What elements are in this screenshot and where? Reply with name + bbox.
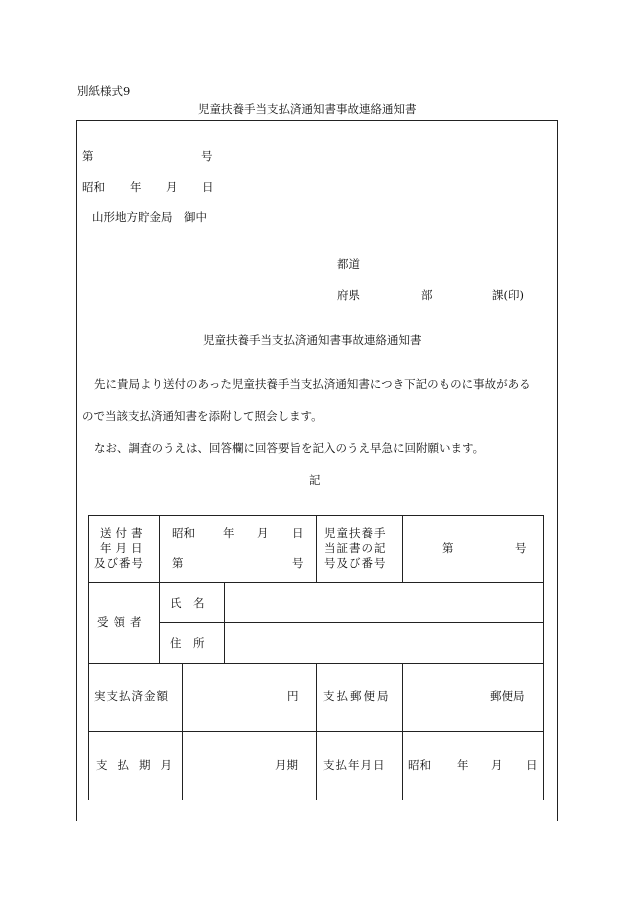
pay-date-day: 日 bbox=[526, 758, 538, 772]
form-id: 別紙様式9 bbox=[77, 84, 131, 98]
amount-label: 実支払済金額 bbox=[94, 689, 169, 703]
table-vline-right bbox=[543, 515, 544, 800]
paragraph-1b: ので当該支払済通知書を添附して照会します。 bbox=[82, 409, 323, 423]
number-suffix: 号 bbox=[201, 149, 213, 163]
sent-no-prefix: 第 bbox=[172, 556, 184, 570]
table-vline-left bbox=[88, 515, 89, 800]
table-vline-name bbox=[224, 582, 225, 663]
table-vline-r1-b bbox=[316, 515, 317, 583]
date-day: 日 bbox=[202, 180, 214, 194]
period-label: 支払期月 bbox=[96, 758, 182, 772]
sent-year: 年 bbox=[223, 526, 235, 540]
cert-label-3: 号及び番号 bbox=[324, 556, 387, 570]
sender-line1: 都道 bbox=[337, 257, 360, 271]
date-year: 年 bbox=[130, 180, 142, 194]
table-vline-r1-c bbox=[402, 515, 403, 583]
amount-unit: 円 bbox=[287, 689, 299, 703]
ki-label: 記 bbox=[309, 473, 321, 487]
cert-no-suffix: 号 bbox=[515, 541, 527, 555]
pay-date-month: 月 bbox=[491, 758, 503, 772]
table-vline-r34-b bbox=[316, 663, 317, 800]
post-unit: 郵便局 bbox=[490, 689, 525, 703]
cert-no-prefix: 第 bbox=[442, 541, 454, 555]
table-line-name bbox=[159, 622, 544, 623]
cert-label-1: 児童扶養手 bbox=[324, 526, 387, 540]
date-label: 支払年月日 bbox=[323, 758, 386, 772]
paragraph-2: なお、調査のうえは、回答欄に回答要旨を記入のうえ早急に回附願います。 bbox=[94, 441, 485, 455]
sender-dept: 部 bbox=[421, 288, 433, 302]
period-unit: 月期 bbox=[275, 758, 298, 772]
table-vline-r34-a bbox=[182, 663, 183, 800]
sent-day: 日 bbox=[292, 526, 304, 540]
date-era: 昭和 bbox=[82, 180, 105, 194]
sent-label-3: 及び番号 bbox=[94, 556, 144, 570]
sent-label-2: 年月日 bbox=[100, 541, 147, 555]
post-label: 支払郵便局 bbox=[323, 689, 391, 703]
sent-era: 昭和 bbox=[172, 526, 195, 540]
name-label: 氏 名 bbox=[170, 596, 205, 610]
date-month: 月 bbox=[166, 180, 178, 194]
body-title: 児童扶養手当支払済通知書事故連絡通知書 bbox=[203, 333, 422, 347]
pay-date-era: 昭和 bbox=[408, 758, 431, 772]
sent-label-1: 送付書 bbox=[100, 526, 147, 540]
sent-no-suffix: 号 bbox=[292, 556, 304, 570]
sent-month: 月 bbox=[257, 526, 269, 540]
number-prefix: 第 bbox=[82, 149, 94, 163]
address-label: 住 所 bbox=[170, 636, 205, 650]
table-vline-r34-c bbox=[402, 663, 403, 800]
recipient-label: 受領者 bbox=[97, 615, 147, 629]
table-vline-r1-a bbox=[159, 515, 160, 663]
pay-date-year: 年 bbox=[457, 758, 469, 772]
recipient-office: 山形地方貯金局 御中 bbox=[92, 210, 207, 224]
paragraph-1a: 先に貴局より送付のあった児童扶養手当支払済通知書につき下記のものに事故がある bbox=[94, 377, 531, 391]
document-title: 児童扶養手当支払済通知書事故連絡通知書 bbox=[198, 102, 417, 116]
form-frame bbox=[76, 120, 558, 821]
sender-section: 課(印) bbox=[492, 288, 524, 302]
sender-pref: 府県 bbox=[337, 288, 360, 302]
cert-label-2: 当証書の記 bbox=[324, 541, 387, 555]
